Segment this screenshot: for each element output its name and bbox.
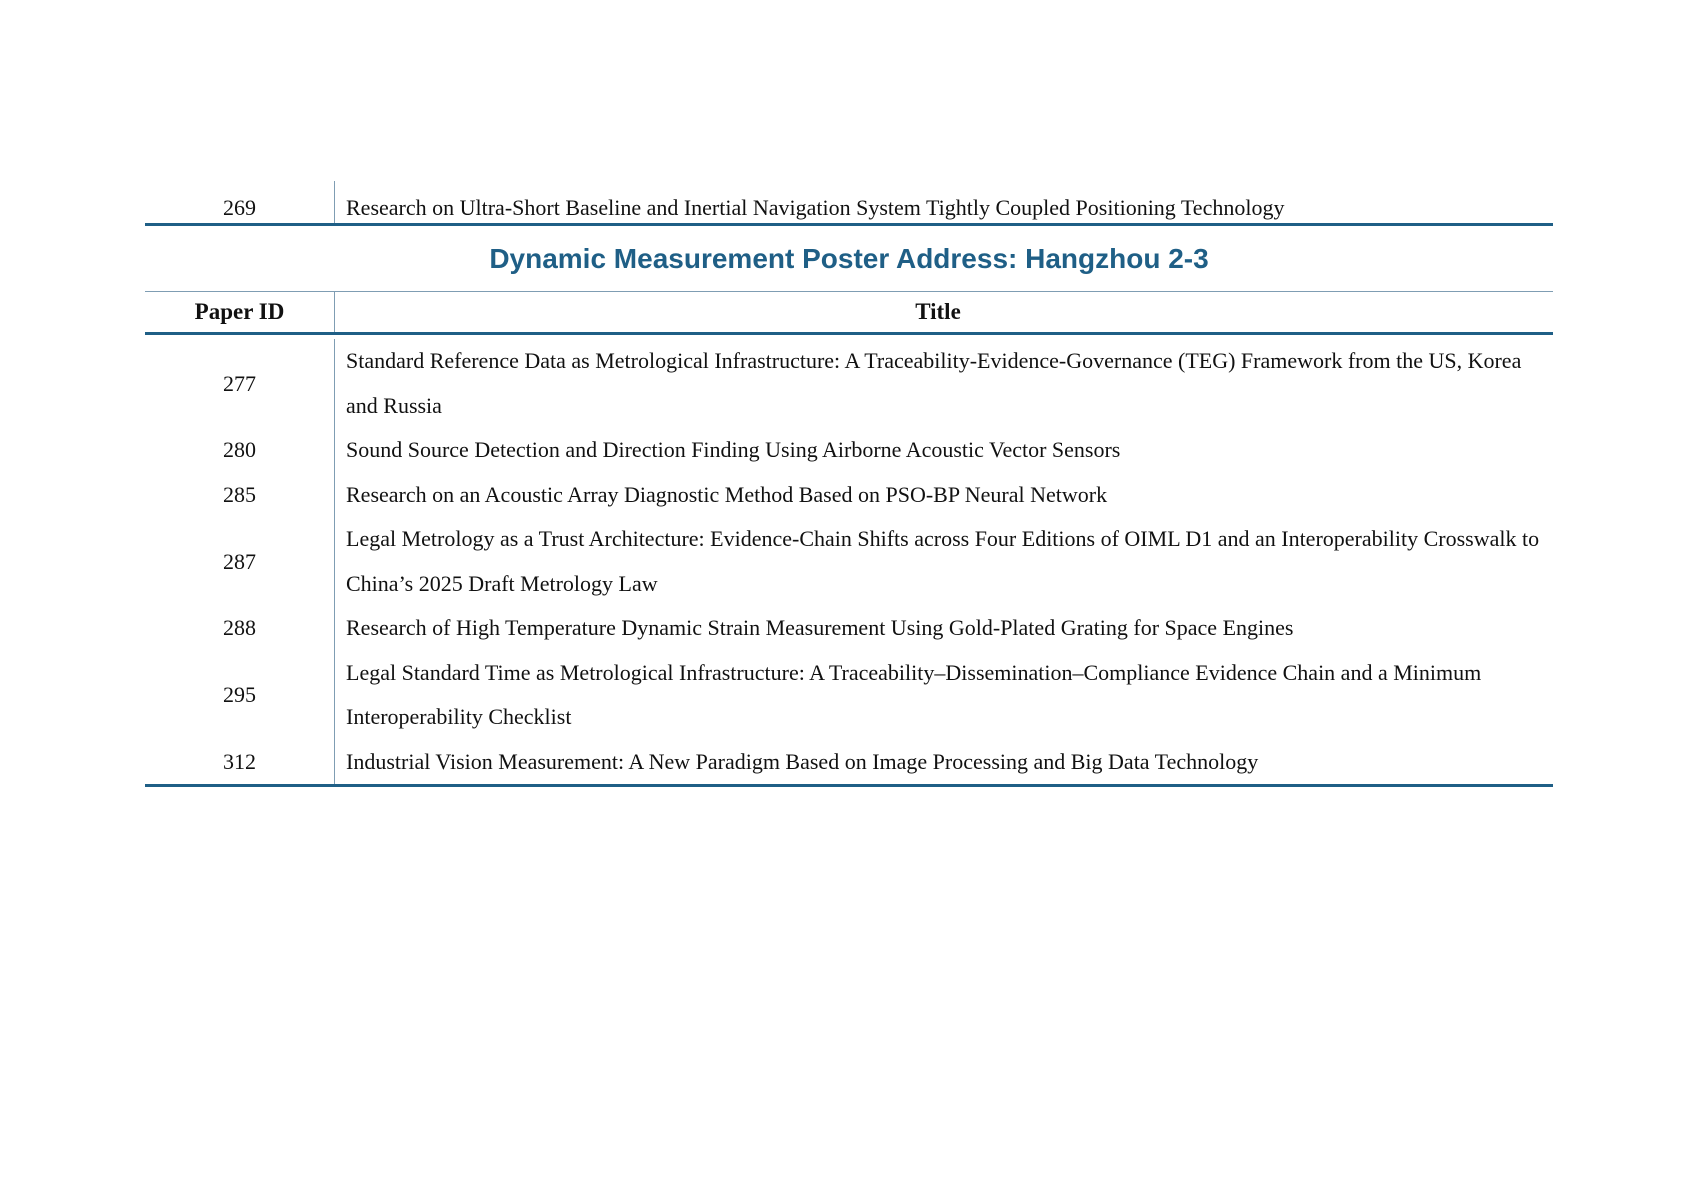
table-row [145, 517, 1553, 606]
table-row [145, 651, 1553, 740]
paper-title-cell: Research on Ultra-Short Baseline and Inertial Navigation System Tightly Coupled Positioning Technology [346, 195, 1285, 220]
table-row [145, 606, 1553, 651]
table-row [145, 428, 1553, 473]
paper-id-cell: 295 [145, 651, 335, 740]
paper-title-cell: Research of High Temperature Dynamic Strain Measurement Using Gold-Plated Grating for Space Engines [346, 615, 1294, 640]
table-header [145, 292, 1553, 335]
header-title: Title [915, 299, 961, 324]
section-title: Dynamic Measurement Poster Address: Hangzhou 2-3 [145, 226, 1553, 292]
header-paper-id: Paper ID [145, 292, 335, 332]
paper-title-cell: Legal Standard Time as Metrological Infrastructure: A Traceability–Dissemination–Compliance Evidence Chain and a Minimum Interoperability Checklist [346, 659, 1482, 729]
paper-id-cell: 280 [145, 428, 335, 473]
paper-title-cell: Standard Reference Data as Metrological Infrastructure: A Traceability-Evidence-Governance (TEG) Framework from the US, Korea and Russia [346, 348, 1522, 418]
table-row [145, 740, 1553, 785]
table-row [145, 473, 1553, 518]
paper-title-cell: Industrial Vision Measurement: A New Paradigm Based on Image Processing and Big Data Technology [346, 748, 1259, 774]
paper-id-cell: 269 [145, 181, 335, 223]
paper-id-cell: 287 [145, 517, 335, 606]
paper-title-cell: Legal Metrology as a Trust Architecture: Evidence-Chain Shifts across Four Editions of OIML D1 and an Interoperability Crosswalk to China’s 2025 Draft Metrology Law [346, 526, 1540, 596]
paper-title-cell: Research on an Acoustic Array Diagnostic Method Based on PSO-BP Neural Network [346, 481, 1108, 507]
paper-id-cell: 285 [145, 473, 335, 518]
paper-id-cell: 277 [145, 339, 335, 428]
continued-table-row [145, 181, 1553, 226]
paper-id-cell: 312 [145, 740, 335, 785]
paper-id-cell: 288 [145, 606, 335, 651]
table-row [145, 339, 1553, 428]
paper-title-cell: Sound Source Detection and Direction Finding Using Airborne Acoustic Vector Sensors [346, 437, 1121, 462]
table-body [145, 335, 1553, 787]
poster-session-table [145, 181, 1553, 787]
